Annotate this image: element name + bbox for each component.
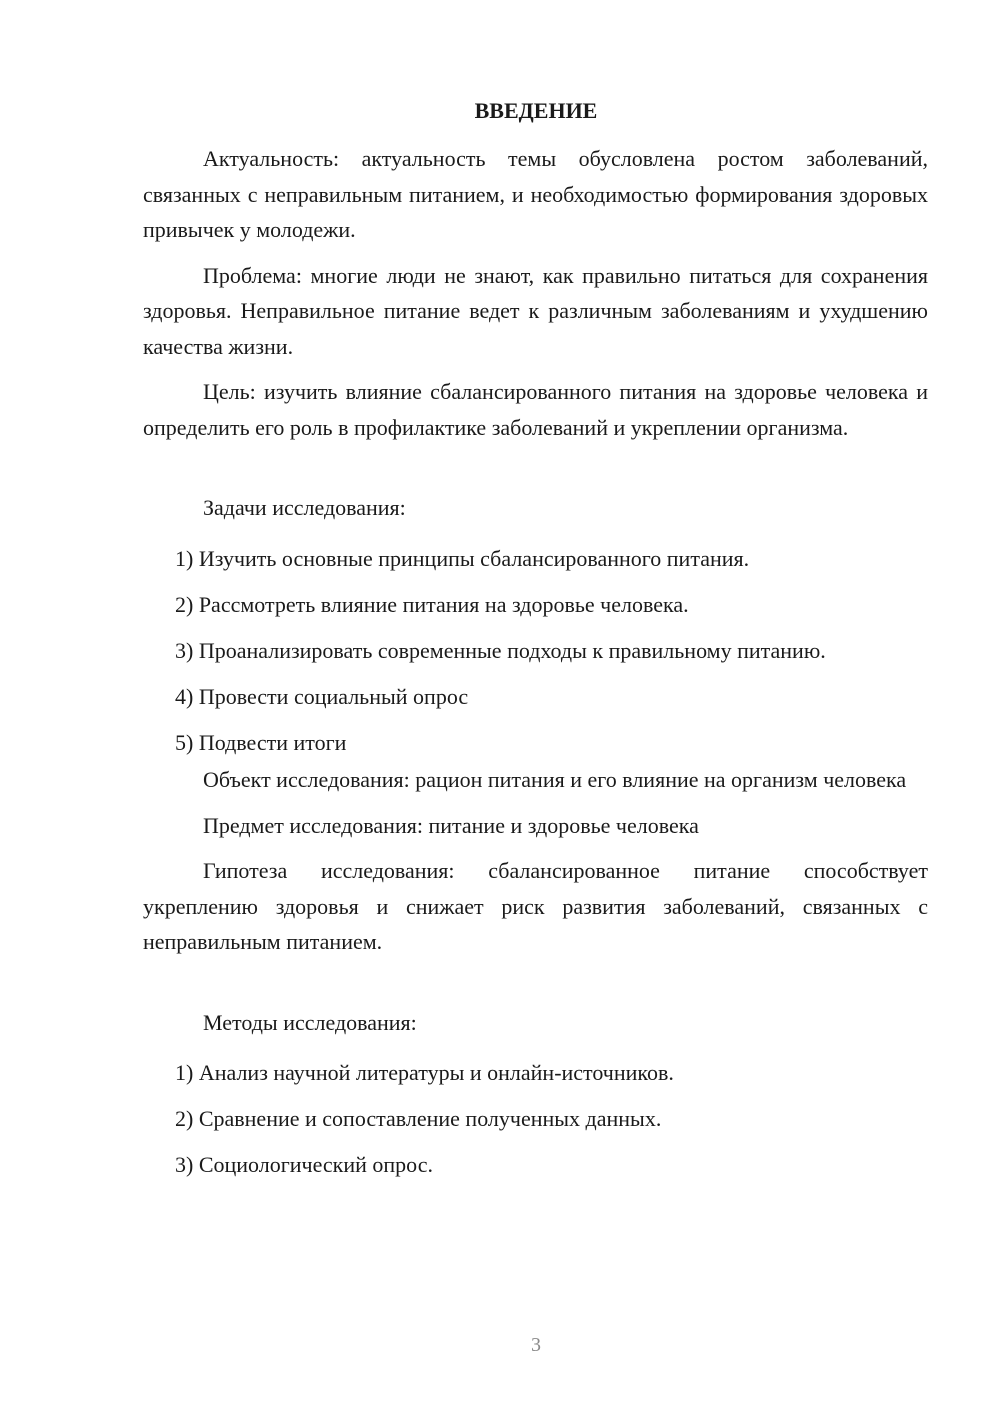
tasks-list: [143, 536, 928, 766]
subject-paragraph: Предмет исследования: питание и здоровье человека: [203, 812, 699, 838]
list-item: 5) Подвести итоги: [175, 730, 347, 755]
hypothesis-paragraph: Гипотеза исследования: сбалансированное питание способствует укреплению здоровья и снижает риск развития заболеваний, связанных с неправильным питанием.: [143, 858, 928, 954]
list-item: 3) Проанализировать современные подходы к правильному питанию.: [175, 638, 826, 663]
page-number: 3: [531, 1334, 541, 1356]
list-item: 1) Анализ научной литературы и онлайн-источников.: [175, 1060, 674, 1085]
tasks-heading: Задачи исследования:: [203, 495, 406, 520]
list-item: 2) Сравнение и сопоставление полученных данных.: [175, 1106, 662, 1131]
list-item: 4) Провести социальный опрос: [175, 684, 469, 709]
object-paragraph: Объект исследования: рацион питания и его влияние на организм человека: [203, 767, 907, 792]
goal-paragraph: Цель: изучить влияние сбалансированного питания на здоровье человека и определить его роль в профилактике заболеваний и укреплении организма.: [143, 379, 928, 440]
relevance-paragraph: Актуальность: актуальность темы обусловлена ростом заболеваний, связанных с неправильным питанием, и необходимостью формирования здоровых привычек у молодежи.: [143, 146, 928, 242]
problem-paragraph: Проблема: многие люди не знают, как правильно питаться для сохранения здоровья. Неправильное питание ведет к различным заболеваниям и ухудшению качества жизни.: [143, 262, 928, 359]
page-title: ВВЕДЕНИЕ: [474, 98, 598, 123]
list-item: 2) Рассмотреть влияние питания на здоровье человека.: [175, 592, 689, 617]
list-item: 1) Изучить основные принципы сбалансированного питания.: [175, 546, 750, 571]
intro-paragraphs: [143, 141, 928, 445]
research-paragraphs: [143, 762, 928, 960]
methods-heading-block: [143, 1005, 928, 1041]
list-item: 3) Социологический опрос.: [175, 1152, 433, 1177]
methods-list: [143, 1050, 928, 1188]
methods-heading: Методы исследования:: [203, 1010, 417, 1035]
tasks-heading-block: [143, 490, 928, 526]
